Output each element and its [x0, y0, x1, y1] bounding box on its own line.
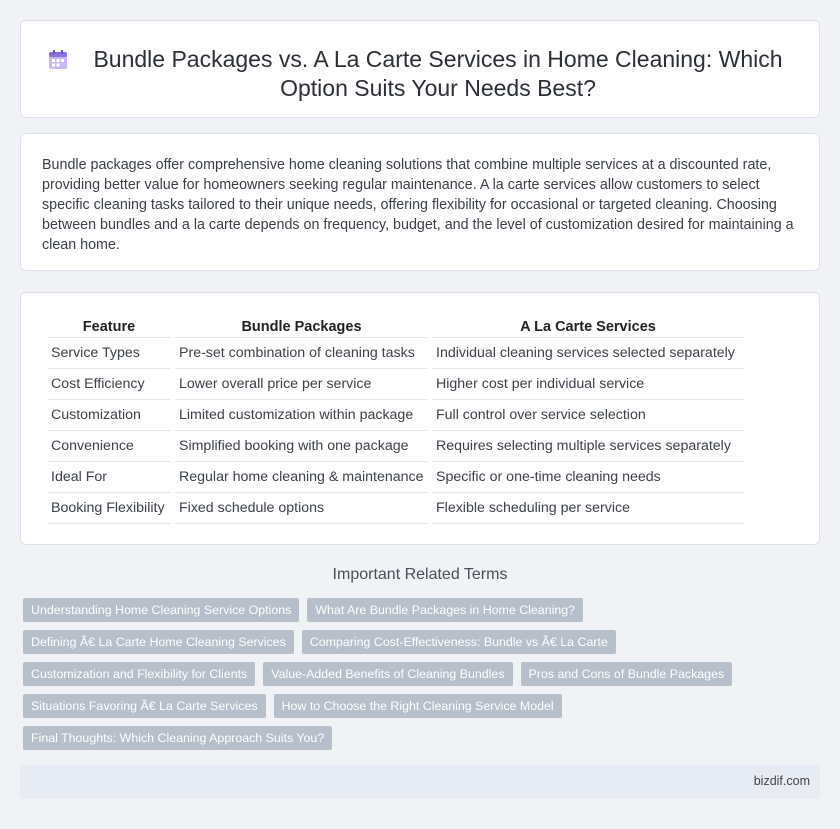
table-cell: Pre-set combination of cleaning tasks: [175, 338, 428, 369]
table-cell: Requires selecting multiple services separately: [432, 431, 744, 462]
related-term-tag[interactable]: Value-Added Benefits of Cleaning Bundles: [263, 662, 512, 686]
related-term-tag[interactable]: Comparing Cost-Effectiveness: Bundle vs Ã€ La Carte: [302, 630, 616, 654]
footer-site-link[interactable]: bizdif.com: [753, 774, 810, 788]
table-cell: Customization: [47, 400, 171, 431]
table-cell: Regular home cleaning & maintenance: [175, 462, 428, 493]
related-term-tag[interactable]: What Are Bundle Packages in Home Cleaning?: [307, 598, 583, 622]
table-cell: Flexible scheduling per service: [432, 493, 744, 524]
table-cell: Individual cleaning services selected separately: [432, 338, 744, 369]
table-cell: Higher cost per individual service: [432, 369, 744, 400]
table-cell: Ideal For: [47, 462, 171, 493]
related-term-tag[interactable]: Situations Favoring Ã€ La Carte Services: [23, 694, 266, 718]
related-term-tag[interactable]: Defining Ã€ La Carte Home Cleaning Services: [23, 630, 294, 654]
related-term-tag[interactable]: Final Thoughts: Which Cleaning Approach Suits You?: [23, 726, 332, 750]
header-alacarte: A La Carte Services: [432, 316, 744, 338]
intro-card: [20, 133, 820, 271]
table-row: [47, 338, 744, 369]
table-cell: Simplified booking with one package: [175, 431, 428, 462]
footer: [20, 765, 820, 799]
header-card: [20, 20, 820, 118]
table-row: [47, 462, 744, 493]
table-row: [47, 400, 744, 431]
intro-paragraph: Bundle packages offer comprehensive home cleaning solutions that combine multiple services at a discounted rate, providing better value for homeowners seeking regular maintenance. A la carte services allow customers to select specific cleaning tasks tailored to their unique needs, offering flexibility for occasional or targeted cleaning. Choosing between bundles and a la carte depends on frequency, budget, and the level of customization desired for maintaining a clean home.: [42, 157, 794, 253]
table-header-row: [47, 316, 744, 338]
related-term-tag[interactable]: Understanding Home Cleaning Service Options: [23, 598, 299, 622]
table-row: [47, 431, 744, 462]
related-term-tag[interactable]: Customization and Flexibility for Clients: [23, 662, 255, 686]
table-cell: Full control over service selection: [432, 400, 744, 431]
related-terms-list: [23, 598, 823, 758]
table-cell: Booking Flexibility: [47, 493, 171, 524]
table-cell: Limited customization within package: [175, 400, 428, 431]
table-cell: Cost Efficiency: [47, 369, 171, 400]
comparison-table: [43, 316, 748, 524]
header-feature: Feature: [47, 316, 171, 338]
table-cell: Fixed schedule options: [175, 493, 428, 524]
table-cell: Service Types: [47, 338, 171, 369]
table-cell: Lower overall price per service: [175, 369, 428, 400]
comparison-card: [20, 292, 820, 545]
related-term-tag[interactable]: How to Choose the Right Cleaning Service Model: [274, 694, 562, 718]
table-cell: Convenience: [47, 431, 171, 462]
table-cell: Specific or one-time cleaning needs: [432, 462, 744, 493]
related-term-tag[interactable]: Pros and Cons of Bundle Packages: [521, 662, 733, 686]
table-row: [47, 369, 744, 400]
table-row: [47, 493, 744, 524]
page-title: Bundle Packages vs. A La Carte Services in Home Cleaning: Which Option Suits Your Needs Best?: [93, 46, 783, 101]
header-bundle: Bundle Packages: [175, 316, 428, 338]
related-terms-title: Important Related Terms: [332, 566, 508, 583]
